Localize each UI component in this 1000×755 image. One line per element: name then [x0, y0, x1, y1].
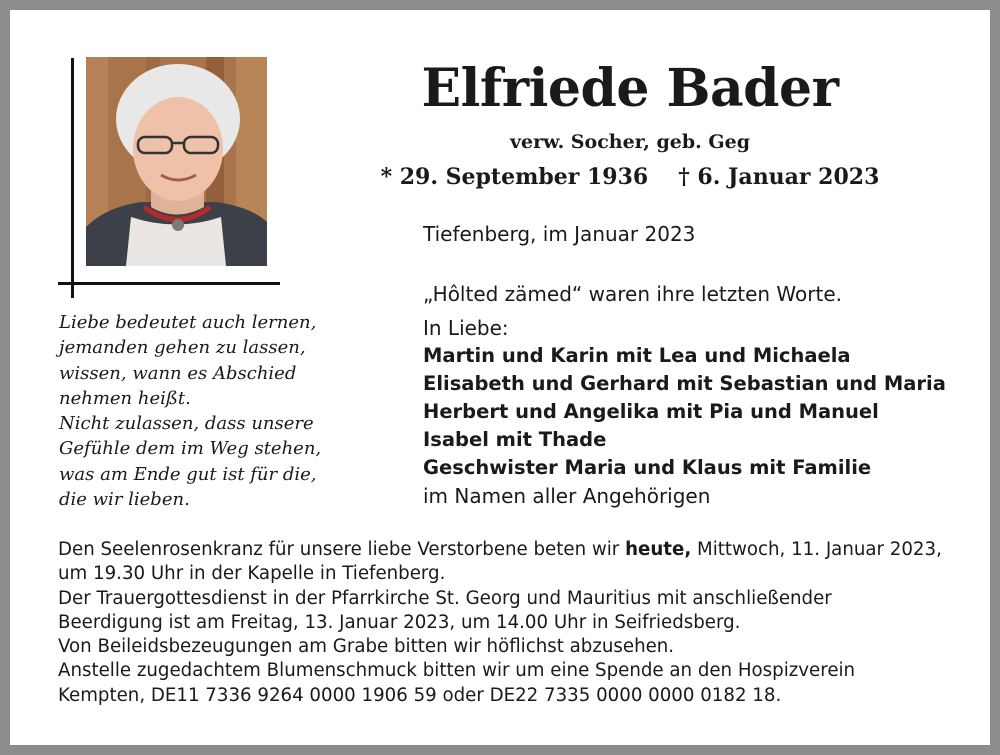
- portrait-photo: [86, 57, 267, 266]
- family-member: Martin und Karin mit Lea und Michaela: [423, 344, 851, 367]
- donation-line: Anstelle zugedachtem Blumenschmuck bitten wir um eine Spende an den Hospizverein: [58, 660, 856, 682]
- service-details: [58, 538, 958, 708]
- poem: [59, 310, 349, 512]
- maiden-name-line: verw. Socher, geb. Geg: [509, 131, 751, 153]
- poem-line: nehmen heißt.: [59, 387, 191, 409]
- poem-line: was am Ende gut ist für die,: [59, 463, 317, 485]
- portrait-illustration: [86, 57, 267, 266]
- poem-line: jemanden gehen zu lassen,: [59, 337, 306, 359]
- poem-line: wissen, wann es Abschied: [59, 362, 297, 384]
- poem-line: Nicht zulassen, dass unsere: [59, 413, 314, 435]
- rosary-line: Den Seelenrosenkranz für unsere liebe Verstorbene beten wir heute, Mittwoch, 11. Januar 2023,: [58, 539, 942, 560]
- service-line: Der Trauergottesdienst in der Pfarrkirche St. Georg und Mauritius mit anschließender: [58, 587, 832, 609]
- death-date: † 6. Januar 2023: [678, 164, 880, 190]
- last-words-quote: „Hôlted zämed“ waren ihre letzten Worte.: [423, 282, 842, 306]
- life-dates: [370, 164, 890, 190]
- burial-line: Beerdigung ist am Freitag, 13. Januar 2023, um 14.00 Uhr in Seifriedsberg.: [58, 611, 741, 633]
- family-list: [423, 314, 946, 510]
- poem-line: Liebe bedeutet auch lernen,: [59, 312, 317, 333]
- donation-iban-line: Kempten, DE11 7336 9264 0000 1906 59 oder DE22 7335 0000 0000 0182 18.: [58, 684, 782, 706]
- crop-line-vertical: [71, 58, 74, 298]
- family-member: Geschwister Maria und Klaus mit Familie: [423, 456, 872, 479]
- rosary-time-line: um 19.30 Uhr in der Kapelle in Tiefenberg.: [58, 563, 446, 585]
- poem-line: die wir lieben.: [59, 489, 190, 511]
- family-member: Elisabeth und Gerhard mit Sebastian und Maria: [423, 372, 946, 395]
- family-intro: In Liebe:: [423, 316, 509, 340]
- birth-date: * 29. September 1936: [380, 164, 649, 190]
- condolence-line: Von Beileidsbezeugungen am Grabe bitten wir höflichst abzusehen.: [58, 636, 675, 658]
- poem-line: Gefühle dem im Weg stehen,: [59, 438, 322, 460]
- place-date: Tiefenberg, im Januar 2023: [423, 222, 696, 246]
- rosary-today: heute,: [625, 539, 692, 560]
- crop-line-horizontal: [58, 282, 280, 285]
- family-closing: im Namen aller Angehörigen: [423, 484, 711, 508]
- deceased-name: Elfriede Bader: [421, 58, 839, 119]
- family-member: Isabel mit Thade: [423, 428, 607, 451]
- family-member: Herbert und Angelika mit Pia und Manuel: [423, 400, 879, 423]
